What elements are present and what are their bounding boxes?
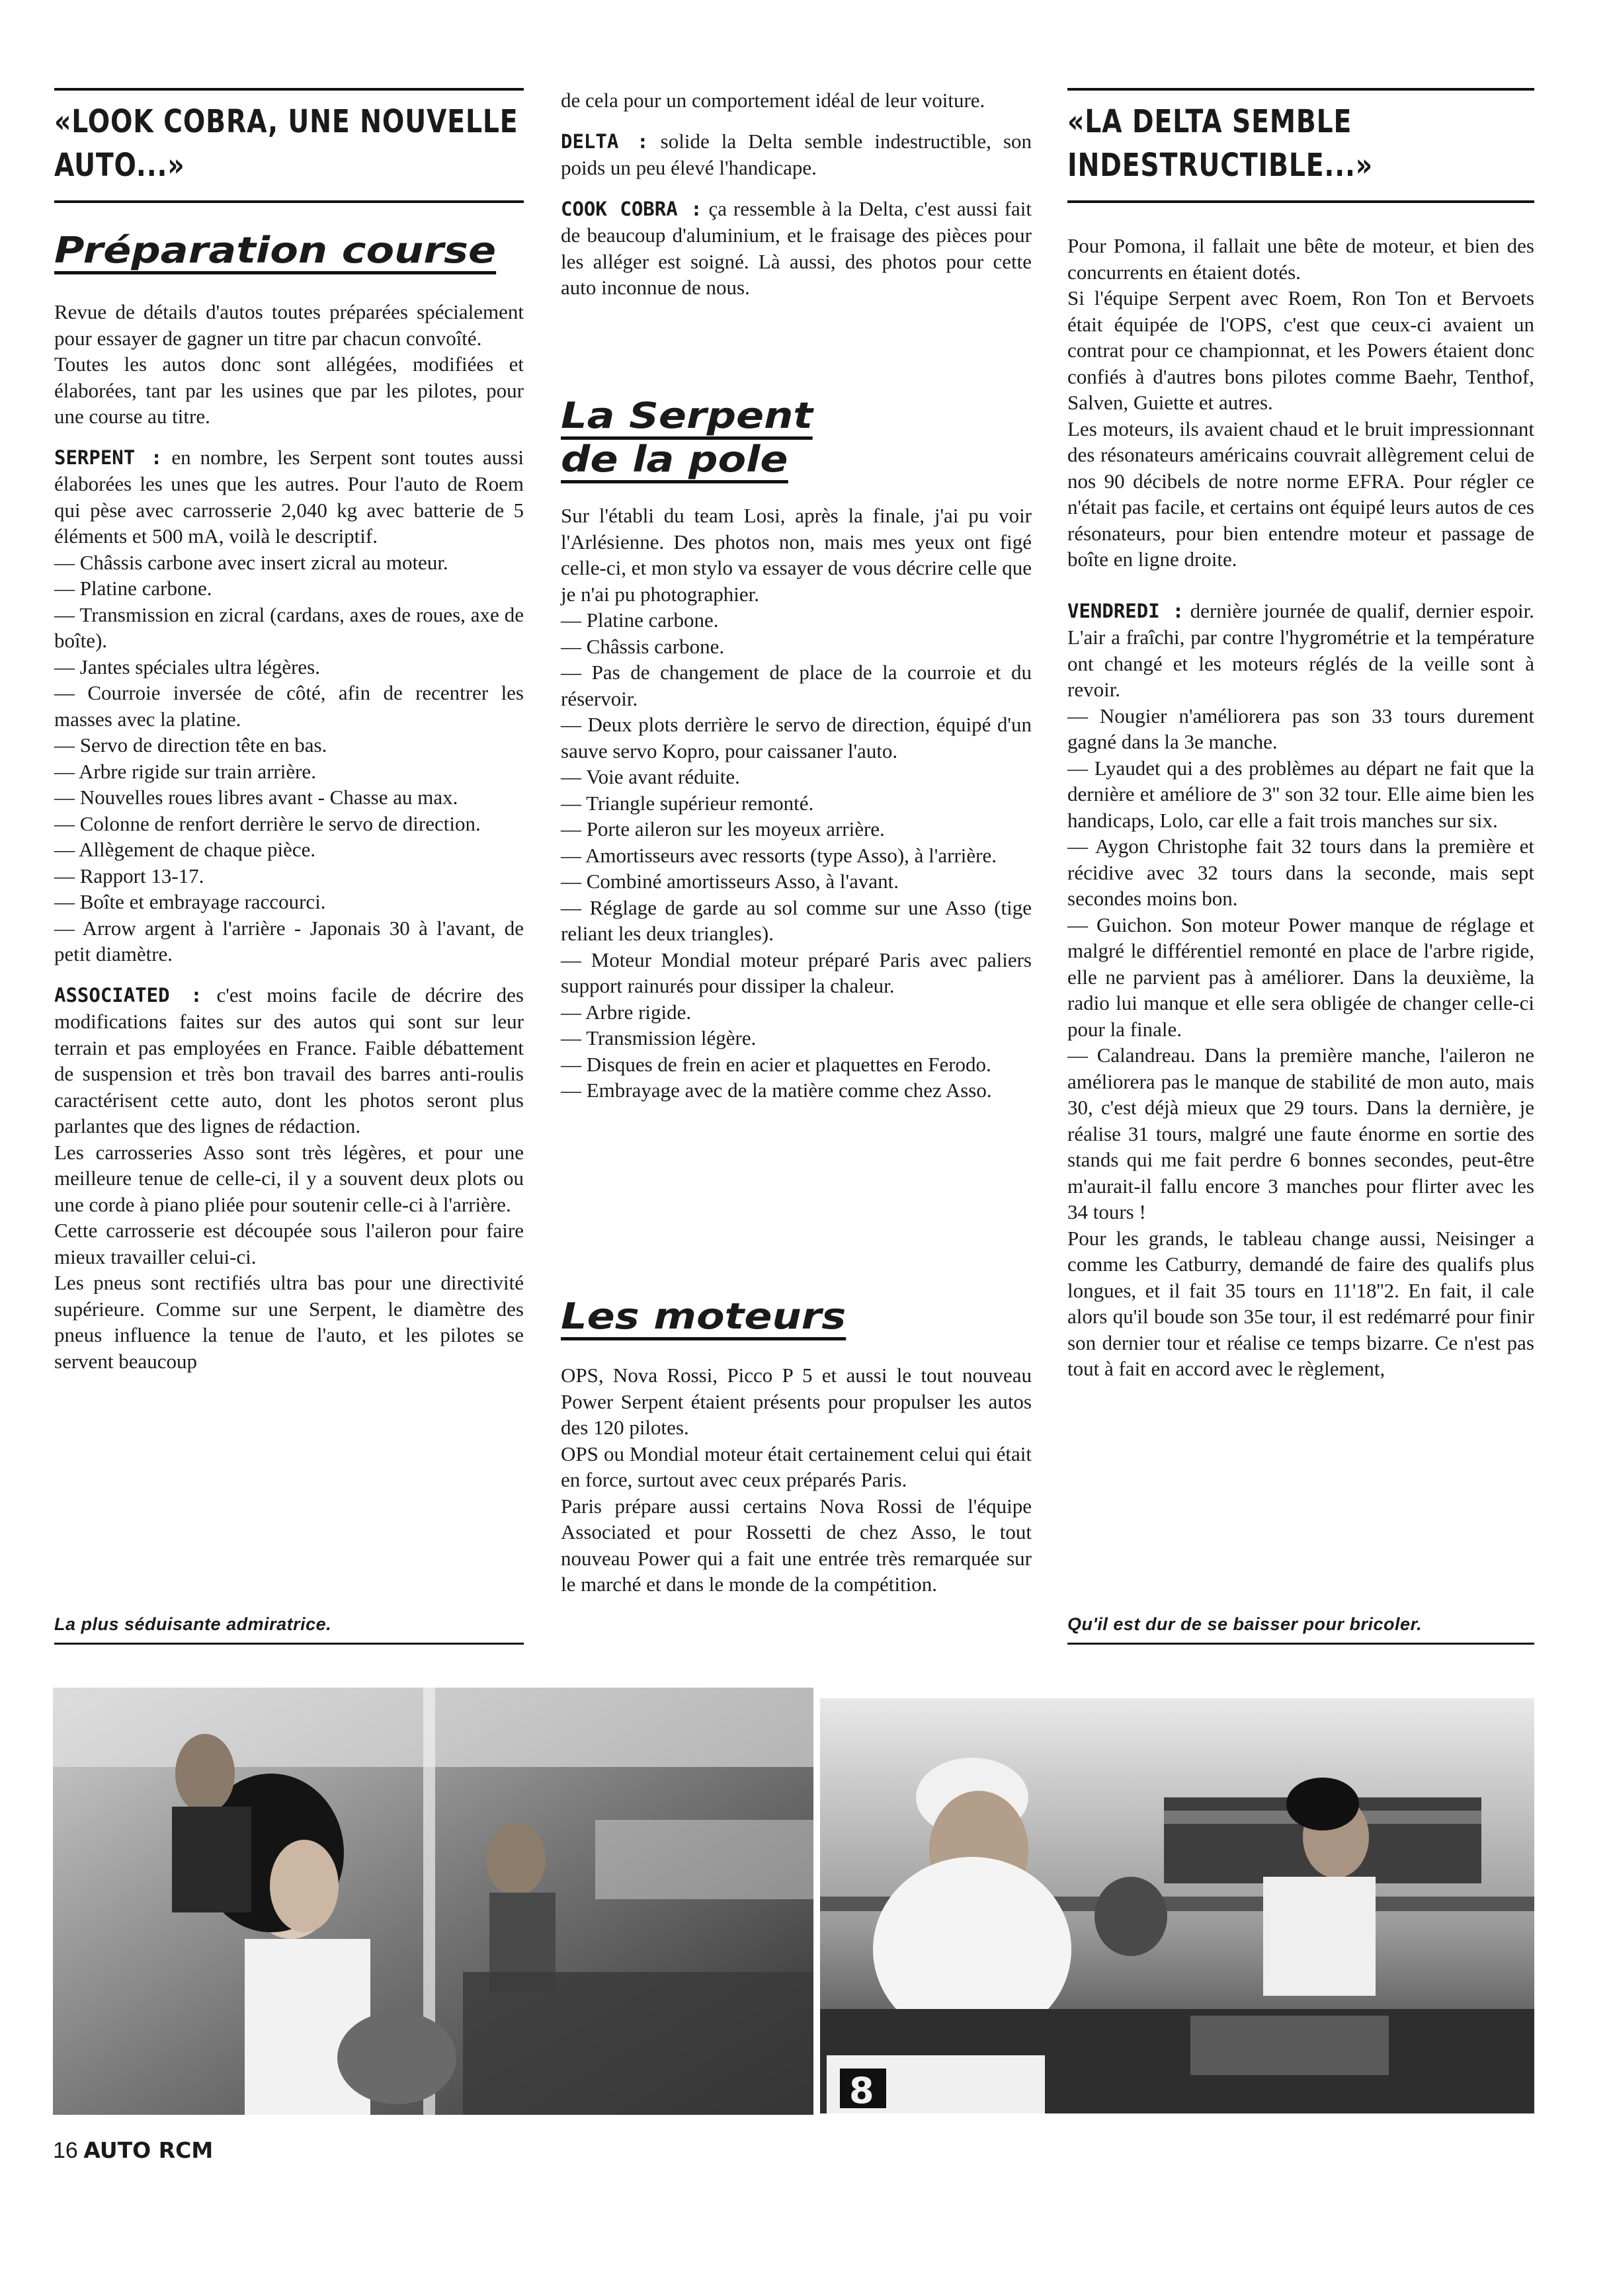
headline-line1: «LA DELTA SEMBLE (1067, 103, 1352, 140)
caption-left: La plus séduisante admiratrice. (54, 1606, 524, 1645)
photo-right-graphic (820, 1698, 1534, 2113)
list-item: — Platine carbone. (561, 608, 719, 632)
list-item: — Aygon Christophe fait 32 tours dans la première et récidive avec 32 tours dans la seconde, mais sept secondes moins bon. (1067, 835, 1534, 910)
list-item: — Embrayage avec de la matière comme chez Asso. (561, 1079, 992, 1102)
lead-associated: ASSOCIATED : (54, 983, 202, 1006)
page-number: 16 (53, 2138, 78, 2163)
list-item: — Platine carbone. (54, 577, 212, 600)
paragraph: Revue de détails d'autos toutes préparées spécialement pour essayer de gagner un titre par chacun convoîté. (54, 300, 524, 350)
caption-right: Qu'il est dur de se baisser pour bricoler. (1067, 1606, 1534, 1645)
list-item: — Châssis carbone avec insert zicral au moteur. (54, 550, 448, 574)
paragraph-cook-cobra: COOK COBRA : ça ressemble à la Delta, c'est aussi fait de beaucoup d'aluminium, et le fraisage des pièces pour les alléger est soigné. Là aussi, des photos pour cette auto inconnue de nous. (561, 196, 1032, 299)
car-number: 8 (849, 2070, 874, 2112)
paragraph: Pour les grands, le tableau change aussi, Neisinger a comme les Catburry, demandé de faire des qualifs plus longues, et il fait 35 tours en 11'18''2. En fait, il cale alors qu'il boude son 35e tour, il est redémarré pour finir son dernier tour et réalise ce temps bizarre. Ce n'est pas tout à fait en accord avec le règlement, (1067, 1226, 1534, 1380)
list-item: — Disques de frein en acier et plaquettes en Ferodo. (561, 1052, 991, 1076)
section-moteurs (561, 1296, 1032, 1337)
lead-cook-cobra: COOK COBRA : (561, 197, 702, 220)
list-item: — Châssis carbone. (561, 634, 725, 658)
list-item: — Deux plots derrière le servo de direction, équipé d'un sauve servo Kopro, pour caissaner l'auto. (561, 713, 1032, 762)
headline-line2: INDESTRUCTIBLE...» (1067, 147, 1374, 184)
list-item: — Moteur Mondial moteur préparé Paris avec paliers support rainurés pour dissiper la chaleur. (561, 948, 1032, 997)
list-item: — Boîte et embrayage raccourci. (54, 890, 326, 913)
paragraph: Cette carrosserie est découpée sous l'aileron pour faire mieux travailler celui-ci. (54, 1219, 524, 1268)
list-item: — Guichon. Son moteur Power manque de réglage et malgré le différentiel remonté en place de l'arbre rigide, elle ne parvient pas à améliorer. Dans la deuxième, la radio lui manque et elle sera obligée de changer celle-ci pour la finale. (1067, 913, 1534, 1041)
photo-left-graphic (53, 1688, 813, 2115)
section-serpent-pole (561, 395, 1032, 480)
magazine-name: AUTO RCM (83, 2137, 214, 2163)
section-title-moteurs: Les moteurs (561, 1296, 1102, 1337)
list-item: — Courroie inversée de côté, afin de recentrer les masses avec la platine. (54, 681, 524, 731)
list-item: — Triangle supérieur remonté. (561, 791, 814, 815)
headline-look-cobra (54, 88, 524, 203)
paragraph: OPS ou Mondial moteur était certainement celui qui était en force, surtout avec ceux préparés Paris. (561, 1442, 1032, 1491)
list-item: — Transmission en zicral (cardans, axes de roues, axe de boîte). (54, 602, 524, 652)
list-item: — Combiné amortisseurs Asso, à l'avant. (561, 870, 899, 893)
photo-left-admirer (53, 1688, 813, 2115)
list-item: — Nougier n'améliorera pas son 33 tours durement gagné dans la 3e manche. (1067, 704, 1534, 753)
list-item: — Allègement de chaque pièce. (54, 838, 316, 861)
photo-right-workbench (820, 1698, 1534, 2113)
paragraph: Toutes les autos donc sont allégées, modifiées et élaborées, tant par les usines que par les pilotes, pour une course au titre. (54, 352, 524, 428)
paragraph-delta: DELTA : solide la Delta semble indestructible, son poids un peu élevé l'handicape. (561, 129, 1032, 179)
paragraph: de cela pour un comportement idéal de leur voiture. (561, 89, 985, 112)
list-item: — Pas de changement de place de la courroie et du réservoir. (561, 661, 1032, 710)
paragraph: Les carrosseries Asso sont très légères, et pour une meilleure tenue de celle-ci, il y a souvent deux plots ou une corde à piano pliée pour soutenir celle-ci à l'arrière. (54, 1140, 524, 1216)
list-item: — Calandreau. Dans la première manche, l'aileron ne améliorera pas le manque de stabilité de mon auto, mais 30, c'est déjà mieux que 29 tours. Dans la dernière, je réalise 31 tours, malgré une faute énorme en sortie des stands qui me fait perdre 6 bonnes secondes, peut-être m'aurait-il fallu encore 3 manches pour flirter avec les 34 tours ! (1067, 1044, 1534, 1223)
headline-delta (1067, 88, 1534, 203)
column-middle-top (561, 87, 1032, 301)
list-item: — Amortisseurs avec ressorts (type Asso), à l'arrière. (561, 843, 997, 867)
list-item: — Jantes spéciales ultra légères. (54, 655, 320, 678)
paragraph-serpent: SERPENT : en nombre, les Serpent sont toutes aussi élaborées les unes que les autres. Pour l'auto de Roem qui pèse avec carrosserie 2,040 kg avec batterie de 5 éléments et 500 mA, voilà le descriptif. (54, 445, 524, 548)
list-item: — Arbre rigide sur train arrière. (54, 759, 316, 783)
section-title-serpent-line2: de la pole (561, 439, 1102, 480)
list-item: — Réglage de garde au sol comme sur une Asso (tige reliant les deux triangles). (561, 895, 1032, 945)
lead-delta: DELTA : (561, 130, 649, 153)
page-footer (53, 2137, 213, 2164)
paragraph: Les moteurs, ils avaient chaud et le bruit impressionnant des résonateurs américains couvrait allègrement celui de nos 90 décibels de notre norme EFRA. Pour régler ce n'était pas facile, et certains ont équipé leurs autos de ces résonateurs, pour bien entendre moteur et passage de boîte en ligne droite. (1067, 417, 1534, 571)
paragraph: Paris prépare aussi certains Nova Rossi de l'équipe Associated et pour Rossetti de chez Asso, le tout nouveau Power qui a fait une entrée très remarquée sur le marché et dans le monde de la compétition. (561, 1494, 1032, 1596)
headline-line2: AUTO...» (54, 147, 185, 184)
paragraph: Les pneus sont rectifiés ultra bas pour une directivité supérieure. Comme sur une Serpent, le diamètre des pneus influence la tenue de l'auto, et les pilotes se servent beaucoup (54, 1271, 524, 1373)
list-item: — Arbre rigide. (561, 1000, 692, 1024)
list-item: — Transmission légère. (561, 1026, 757, 1049)
paragraph-vendredi: VENDREDI : dernière journée de qualif, dernier espoir. L'air a fraîchi, par contre l'hygrométrie et la température ont changé et les moteurs réglés de la veille sont à revoir. (1067, 598, 1534, 701)
paragraph: OPS, Nova Rossi, Picco P 5 et aussi le tout nouveau Power Serpent étaient présents pour propulser les autos des 120 pilotes. (561, 1364, 1032, 1439)
column-left-body (54, 299, 524, 1374)
lead-serpent: SERPENT : (54, 446, 163, 469)
section-title-preparation: Préparation course (54, 230, 595, 271)
paragraph: Sur l'établi du team Losi, après la finale, j'ai pu voir l'Arlésienne. Des photos non, mais mes yeux ont figé celle-ci, et mon stylo va essayer de vous décrire celle que je n'ai pu photographier. (561, 504, 1032, 606)
paragraph: Si l'équipe Serpent avec Roem, Ron Ton et Bervoets était équipée de l'OPS, c'est que ceux-ci avaient un contrat pour ce championnat, et les Powers étaient donc confiés à d'autres bons pilotes comme Baehr, Tenthof, Salven, Guiette et autres. (1067, 286, 1534, 414)
paragraph: Pour Pomona, il fallait une bête de moteur, et bien des concurrents en étaient dotés. (1067, 234, 1534, 284)
list-item: — Porte aileron sur les moyeux arrière. (561, 817, 885, 840)
list-item: — Voie avant réduite. (561, 765, 740, 788)
section-title-serpent-line1: La Serpent (561, 395, 1102, 436)
column-middle-moteurs-body (561, 1362, 1032, 1598)
section-preparation (54, 230, 524, 271)
list-item: — Colonne de renfort derrière le servo de direction. (54, 811, 481, 835)
paragraph-associated: ASSOCIATED : c'est moins facile de décrire des modifications faites sur des autos qui sont sur leur terrain et pas employées en France. Faible débattement de suspension et très bon travail des barres anti-roulis caractérisent cette auto, dont les photos seront plus parlantes que des lignes de rédaction. (54, 983, 524, 1137)
list-item: — Lyaudet qui a des problèmes au départ ne fait que la dernière et améliore de 3'' son 32 tour. Elle aime bien les handicaps, Lolo, car elle a fait trois manches sur six. (1067, 756, 1534, 832)
list-item: — Nouvelles roues libres avant - Chasse au max. (54, 786, 458, 809)
column-right-body (1067, 233, 1534, 1382)
list-item: — Servo de direction tête en bas. (54, 733, 327, 757)
headline-line1: «LOOK COBRA, UNE NOUVELLE (54, 103, 518, 140)
lead-vendredi: VENDREDI : (1067, 599, 1184, 622)
list-item: — Rapport 13-17. (54, 864, 204, 887)
column-middle-body (561, 503, 1032, 1104)
list-item: — Arrow argent à l'arrière - Japonais 30 à l'avant, de petit diamètre. (54, 916, 524, 965)
